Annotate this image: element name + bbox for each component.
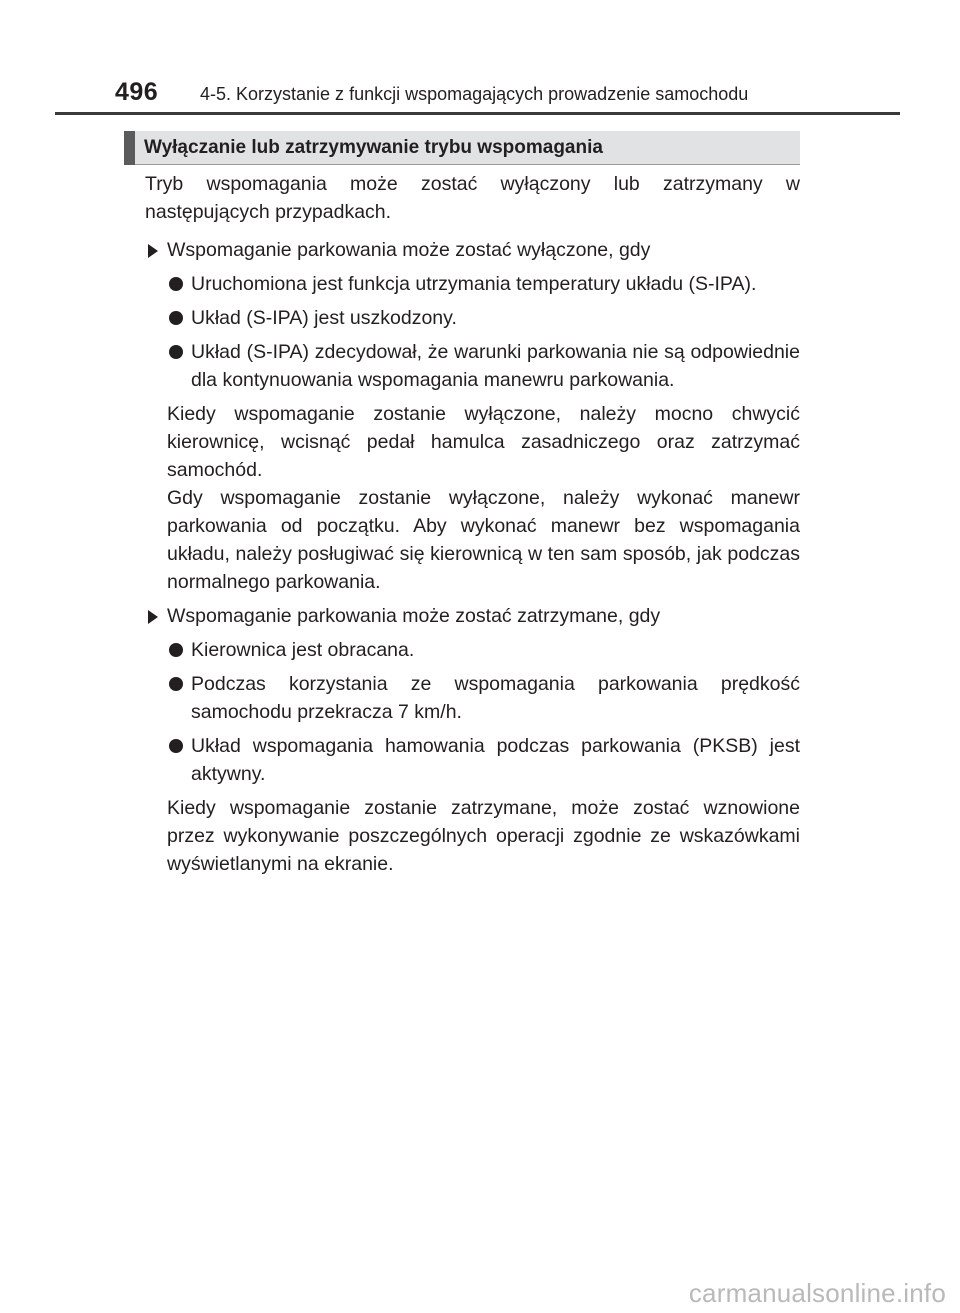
condition-group-disabled bbox=[145, 236, 800, 596]
bullet-icon bbox=[169, 643, 183, 657]
watermark: carmanualsonline.info bbox=[688, 1278, 946, 1308]
page-header bbox=[0, 0, 960, 118]
condition-group-title bbox=[145, 602, 800, 630]
intro-paragraph: Tryb wspomagania może zostać wyłączony lub zatrzymany w następujących przypadkach. bbox=[145, 173, 800, 223]
condition-group-title bbox=[145, 236, 800, 264]
note-paragraph: Kiedy wspomaganie zostanie zatrzymane, może zostać wznowione przez wykonywanie poszczególnych operacji zgodnie ze wskazówkami wyświetlanymi na ekranie. bbox=[167, 797, 800, 875]
bullet-icon bbox=[169, 277, 183, 291]
note-paragraph: Gdy wspomaganie zostanie wyłączone, należy wykonać manewr parkowania od początku. Aby wykonać manewr bez wspomagania układu, należy posługiwać się kierownicą w ten sam sposób, jak podczas normalnego parkowania. bbox=[167, 487, 800, 593]
bullet-icon bbox=[169, 345, 183, 359]
list-item bbox=[145, 304, 800, 332]
list-item bbox=[145, 270, 800, 298]
condition-group-title-text: Wspomaganie parkowania może zostać wyłączone, gdy bbox=[167, 239, 651, 261]
header-rule bbox=[55, 112, 900, 115]
list-item-text: Układ (S-IPA) zdecydował, że warunki parkowania nie są odpowiednie dla kontynuowania wspomagania manewru parkowania. bbox=[191, 341, 800, 391]
triangle-right-icon bbox=[148, 610, 158, 624]
page-number: 496 bbox=[115, 78, 159, 106]
list-item-text: Podczas korzystania ze wspomagania parkowania prędkość samochodu przekracza 7 km/h. bbox=[191, 673, 800, 723]
bullet-icon bbox=[169, 677, 183, 691]
section-heading: Wyłączanie lub zatrzymywanie trybu wspomagania bbox=[144, 137, 603, 158]
list-item-text: Układ wspomagania hamowania podczas parkowania (PKSB) jest aktywny. bbox=[191, 735, 800, 785]
condition-group-title-text: Wspomaganie parkowania może zostać zatrzymane, gdy bbox=[167, 605, 661, 627]
list-item bbox=[145, 636, 800, 664]
chapter-title: 4-5. Korzystanie z funkcji wspomagających prowadzenie samochodu bbox=[200, 84, 749, 104]
section-content bbox=[145, 170, 800, 878]
note-paragraph: Kiedy wspomaganie zostanie wyłączone, należy mocno chwycić kierownicę, wcisnąć pedał hamulca zasadniczego oraz zatrzymać samochód. bbox=[167, 403, 800, 481]
list-item bbox=[145, 670, 800, 726]
condition-group-stopped bbox=[145, 602, 800, 878]
bullet-icon bbox=[169, 311, 183, 325]
list-item-text: Kierownica jest obracana. bbox=[191, 639, 415, 661]
list-item bbox=[145, 732, 800, 788]
list-item-text: Układ (S-IPA) jest uszkodzony. bbox=[191, 307, 457, 329]
bullet-icon bbox=[169, 739, 183, 753]
list-item bbox=[145, 338, 800, 394]
triangle-right-icon bbox=[148, 244, 158, 258]
list-item-text: Uruchomiona jest funkcja utrzymania temperatury układu (S-IPA). bbox=[191, 273, 757, 295]
section-heading-bar bbox=[124, 131, 135, 165]
section-heading-box bbox=[124, 131, 800, 165]
